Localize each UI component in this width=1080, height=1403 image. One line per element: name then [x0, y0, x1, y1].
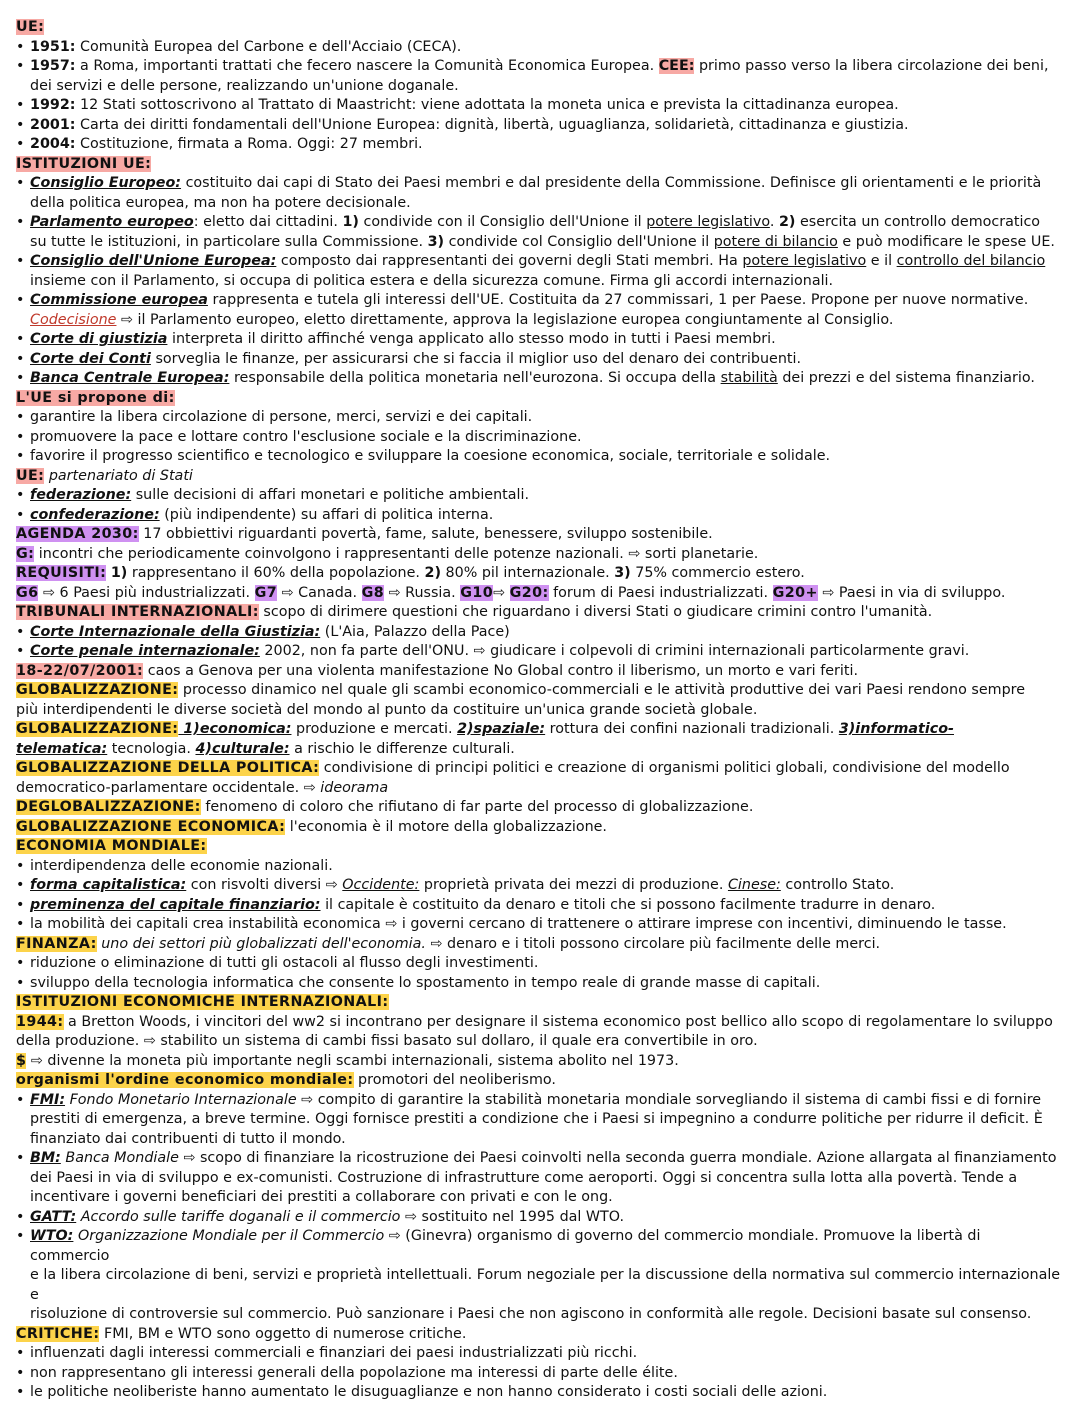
- list-item: • Banca Centrale Europea: responsabile della politica monetaria nell'eurozona. Si occupa della stabilità dei prezzi e del sistema finanziario.: [16, 369, 1064, 389]
- heading-globalizzazione: GLOBALIZZAZIONE:: [16, 682, 179, 698]
- critiche-line: CRITICHE: FMI, BM e WTO sono oggetto di numerose critiche.: [16, 1325, 467, 1342]
- list-item: • 2004: Costituzione, firmata a Roma. Oggi: 27 membri.: [16, 135, 1064, 155]
- g-groups-line: G6 ⇨ 6 Paesi più industrializzati. G7 ⇨ Canada. G8 ⇨ Russia. G10⇨ G20: forum di Paesi industrializzati. G20+ ⇨ Paesi in via di sviluppo.: [16, 584, 1006, 601]
- dollar-line: $ ⇨ divenne la moneta più importante negli scambi internazionali, sistema abolito nel 1973.: [16, 1052, 679, 1069]
- glob-types-line: GLOBALIZZAZIONE: 1)economica: produzione e mercati. 2)spaziale: rottura dei confini nazionali tradizionali. 3)informatico- telematica: tecnologia. 4)culturale: a rischio le differenze culturali.: [16, 721, 954, 757]
- section-ist-econ: [16, 993, 1064, 1013]
- list-item: • WTO: Organizzazione Mondiale per il Commercio ⇨ (Ginevra) organismo di governo del commercio mondiale. Promuove la libertà di commercio e la libera circolazione di beni, servizi e proprietà intellettuali. Forum negoziale per la discussione della normativa sul commercio internazionale e risoluzione di controversie sul commercio. Può sanzionare i Paesi che non agiscono in conformità alle regole. Decisioni basate sul consenso.: [16, 1227, 1064, 1325]
- glob-eco-line: GLOBALIZZAZIONE ECONOMICA: l'economia è il motore della globalizzazione.: [16, 818, 607, 835]
- heading-critiche: CRITICHE:: [16, 1325, 100, 1342]
- section-ue: [16, 18, 1064, 38]
- list-item: • influenzati dagli interessi commerciali e finanziari dei paesi industrializzati più ricchi.: [16, 1344, 1064, 1364]
- list-item: • riduzione o eliminazione di tutti gli ostacoli al flusso degli investimenti.: [16, 954, 1064, 974]
- list-item: • BM: Banca Mondiale ⇨ scopo di finanziare la ricostruzione dei Paesi coinvolti nella seconda guerra mondiale. Azione allargata al finanziamento dei Paesi in via di sviluppo e ex-comunisti. Costruzione di infrastrutture come aeroporti. Oggi si concentra sulla lotta alla povertà. Tende a incentivare i governi beneficiari dei prestiti a collaborare con privati e con le ong.: [16, 1149, 1064, 1208]
- list-item: • Commissione europea rappresenta e tutela gli interessi dell'UE. Costituita da 27 commissari, 1 per Paese. Propone per nuove normative. Codecisione ⇨ il Parlamento europeo, eletto direttamente, approva la legislazione europea congiuntamente al Consiglio.: [16, 291, 1064, 330]
- list-item: • Corte Internazionale della Giustizia: (L'Aia, Palazzo della Pace): [16, 623, 1064, 643]
- section-ue2: UE: partenariato di Stati: [16, 467, 193, 484]
- list-item: • favorire il progresso scientifico e tecnologico e sviluppare la coesione economica, sociale, territoriale e solidale.: [16, 447, 1064, 467]
- heading-ist-econ: ISTITUZIONI ECONOMICHE INTERNAZIONALI:: [16, 994, 389, 1010]
- heading-requisiti: REQUISITI:: [16, 565, 107, 581]
- glob-politica-line: GLOBALIZZAZIONE DELLA POLITICA: condivisione di principi politici e creazione di organismi politici globali, condivisione del modello democratico-parlamentare occidentale. ⇨ ideorama: [16, 760, 1010, 796]
- list-item: • FMI: Fondo Monetario Internazionale ⇨ compito di garantire la stabilità monetaria mondiale sorvegliando il sistema di cambi fissi e di fornire prestiti di emergenza, a breve termine. Oggi fornisce prestiti a condizione che i Paesi si impegnino a condurre politiche per ridurre il deficit. È finanziato dai contribuenti di tutto il mondo.: [16, 1091, 1064, 1150]
- finanza-line: FINANZA: uno dei settori più globalizzati dell'economia. ⇨ denaro e i titoli possono circolare più facilmente delle merci.: [16, 935, 881, 952]
- list-item: • le politiche neoliberiste hanno aumentato le disuguaglianze e non hanno considerato i costi sociali delle azioni.: [16, 1383, 1064, 1403]
- genova-line: 18-22/07/2001: caos a Genova per una violenta manifestazione No Global contro il liberismo, un morto e vari feriti.: [16, 662, 858, 679]
- requisiti-line: REQUISITI: 1) rappresentano il 60% della popolazione. 2) 80% pil internazionale. 3) 75% commercio estero.: [16, 565, 805, 581]
- list-item: • GATT: Accordo sulle tariffe doganali e il commercio ⇨ sostituito nel 1995 dal WTO.: [16, 1208, 1064, 1228]
- list-item: • promuovere la pace e lottare contro l'esclusione sociale e la discriminazione.: [16, 428, 1064, 448]
- heading-agenda: AGENDA 2030:: [16, 526, 139, 542]
- organismi-line: organismi l'ordine economico mondiale: promotori del neoliberismo.: [16, 1072, 556, 1088]
- bretton-line: 1944: a Bretton Woods, i vincitori del ww2 si incontrano per designare il sistema economico post bellico allo scopo di regolamentare lo sviluppo della produzione. ⇨ stabilito un sistema di cambi fissi basato sul dollaro, il quale era convertibile in oro.: [16, 1013, 1053, 1049]
- list-item: • 1992: 12 Stati sottoscrivono al Trattato di Maastricht: viene adottata la moneta unica e prevista la cittadinanza europea.: [16, 96, 1064, 116]
- tribunali-line: TRIBUNALI INTERNAZIONALI: scopo di dirimere questioni che riguardano i diversi Stati o giudicare crimini contro l'umanità.: [16, 604, 933, 620]
- codecisione-link: Codecisione: [30, 311, 117, 328]
- section-economia: [16, 837, 1064, 857]
- agenda-line: AGENDA 2030: 17 obbiettivi riguardanti povertà, fame, salute, benessere, sviluppo sostenibile.: [16, 526, 713, 542]
- list-item: • sviluppo della tecnologia informatica che consente lo spostamento in tempo reale di grande masse di capitali.: [16, 974, 1064, 994]
- list-item: • Corte di giustizia interpreta il diritto affinché venga applicato allo stesso modo in tutti i Paesi membri.: [16, 330, 1064, 350]
- glob-line: GLOBALIZZAZIONE: processo dinamico nel quale gli scambi economico-commerciali e le attività produttive dei vari Paesi rendono sempre più interdipendenti le diverse società del mondo al punto da costituire un'unica grande società globale.: [16, 682, 1026, 718]
- list-item: • Consiglio dell'Unione Europea: composto dai rappresentanti dei governi degli Stati membri. Ha potere legislativo e il controllo del bilancio insieme con il Parlamento, si occupa di politica estera e della sicurezza comune. Firma gli accordi internazionali.: [16, 252, 1064, 291]
- section-propone: [16, 389, 1064, 409]
- list-item: • Parlamento europeo: eletto dai cittadini. 1) condivide con il Consiglio dell'Unione il potere legislativo. 2) esercita un controllo democratico su tutte le istituzioni, in particolare sulla Commissione. 3) condivide col Consiglio dell'Unione il potere di bilancio e può modificare le spese UE.: [16, 213, 1064, 252]
- list-item: • la mobilità dei capitali crea instabilità economica ⇨ i governi cercano di trattenere o attirare imprese con incentivi, diminuendo le tasse.: [16, 915, 1064, 935]
- list-item: • garantire la libera circolazione di persone, merci, servizi e dei capitali.: [16, 408, 1064, 428]
- deglob-line: DEGLOBALIZZAZIONE: fenomeno di coloro che rifiutano di far parte del processo di globalizzazione.: [16, 799, 754, 815]
- list-item: • non rappresentano gli interessi generali della popolazione ma interessi di parte delle élite.: [16, 1364, 1064, 1384]
- list-item: • 1957: a Roma, importanti trattati che fecero nascere la Comunità Economica Europea. CEE: primo passo verso la libera circolazione dei beni, dei servizi e delle persone, realizzando un'unione doganale.: [16, 57, 1064, 96]
- heading-g: G:: [16, 545, 35, 562]
- list-item: • preminenza del capitale finanziario: il capitale è costituito da denaro e titoli che si possono facilmente tradurre in denaro.: [16, 896, 1064, 916]
- list-item: • 1951: Comunità Europea del Carbone e dell'Acciaio (CECA).: [16, 38, 1064, 58]
- heading-ue: UE:: [16, 19, 45, 35]
- list-item: • Corte penale internazionale: 2002, non fa parte dell'ONU. ⇨ giudicare i colpevoli di crimini internazionali particolarmente gravi.: [16, 642, 1064, 662]
- list-item: • Consiglio Europeo: costituito dai capi di Stato dei Paesi membri e dal presidente della Commissione. Definisce gli orientamenti e le priorità della politica europea, ma non ha potere decisionale.: [16, 174, 1064, 213]
- heading-tribunali: TRIBUNALI INTERNAZIONALI:: [16, 604, 259, 620]
- list-item: • interdipendenza delle economie nazionali.: [16, 857, 1064, 877]
- list-item: • Corte dei Conti sorveglia le finanze, per assicurarsi che si faccia il miglior uso del denaro dei contribuenti.: [16, 350, 1064, 370]
- list-item: • 2001: Carta dei diritti fondamentali dell'Unione Europea: dignità, libertà, uguaglianza, solidarietà, cittadinanza e giustizia.: [16, 116, 1064, 136]
- heading-finanza: FINANZA:: [16, 935, 97, 952]
- list-item: • confederazione: (più indipendente) su affari di politica interna.: [16, 506, 1064, 526]
- heading-economia: ECONOMIA MONDIALE:: [16, 838, 207, 854]
- heading-istituzioni: ISTITUZIONI UE:: [16, 155, 152, 172]
- list-item: • federazione: sulle decisioni di affari monetari e politiche ambientali.: [16, 486, 1064, 506]
- heading-propone: L'UE si propone di:: [16, 389, 175, 406]
- g-line: G: incontri che periodicamente coinvolgono i rappresentanti delle potenze nazionali. ⇨ sorti planetarie.: [16, 545, 759, 562]
- heading-ue2: UE:: [16, 467, 45, 484]
- section-istituzioni: [16, 155, 1064, 175]
- list-item: • forma capitalistica: con risvolti diversi ⇨ Occidente: proprietà privata dei mezzi di produzione. Cinese: controllo Stato.: [16, 876, 1064, 896]
